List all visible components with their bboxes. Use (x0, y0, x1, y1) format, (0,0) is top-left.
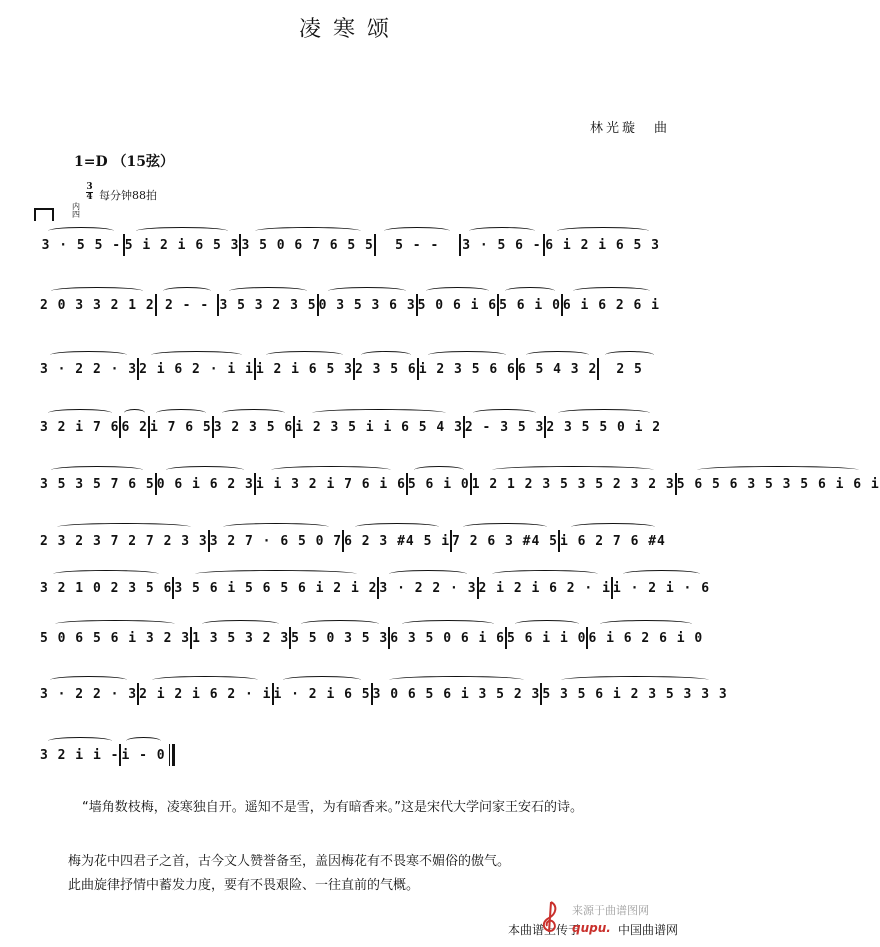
slur-icon (136, 227, 228, 235)
measure: 2 3 5 6 (355, 358, 417, 380)
measure: 5 3 5 6 i 2 3 5 3 3 3 (542, 683, 727, 705)
slur-icon (469, 227, 535, 235)
score-row (40, 683, 728, 705)
measure: 5 - - (376, 234, 459, 256)
measure: 0 3 5 3 6 3 (319, 294, 416, 316)
measure: 2 - 3 5 3 (465, 416, 544, 438)
slur-icon (124, 409, 145, 417)
slur-icon (51, 287, 143, 295)
measure: 5 0 6 i 6 (418, 294, 497, 316)
measure: 0 6 i 6 2 3 (157, 473, 254, 495)
score-row (40, 530, 666, 552)
slur-icon (515, 620, 579, 628)
slur-icon (48, 409, 112, 417)
measure: 6 2 3 #4 5 i (344, 530, 450, 552)
slur-icon (328, 287, 406, 295)
watermark-brand: 中国曲谱网 (618, 923, 679, 937)
score-row (40, 358, 660, 380)
measure: 5 6 i i 0 (507, 627, 586, 649)
score-row (40, 234, 660, 256)
slur-icon (426, 287, 490, 295)
slur-icon (50, 676, 128, 684)
slur-icon (163, 287, 212, 295)
measure: 6 5 4 3 2 (518, 358, 597, 380)
measure: 3 2 i i - (40, 744, 119, 766)
time-signature (86, 183, 93, 202)
slur-icon (223, 523, 329, 531)
slur-icon (283, 676, 361, 684)
measure: 3 2 1 0 2 3 5 6 (40, 577, 172, 599)
slur-icon (53, 570, 159, 578)
score-row (40, 577, 711, 599)
score-row (40, 744, 170, 766)
measure: 3 5 3 5 7 6 5 (40, 473, 155, 495)
measure: 6 3 5 0 6 i 6 (390, 627, 505, 649)
measure: 5 6 i 0 (408, 473, 470, 495)
upload-footer: 本曲谱上传于 (508, 923, 581, 937)
fingering-mark: 内 四 (72, 202, 80, 219)
measure: 3 · 5 6 - (461, 234, 544, 256)
measure: 6 i 6 2 6 i (563, 294, 660, 316)
slur-icon (389, 570, 467, 578)
composer-credit: 林光璇 曲 (589, 121, 670, 136)
score-row (40, 294, 660, 316)
measure: 3 2 3 5 6 (214, 416, 293, 438)
slur-icon (50, 351, 128, 359)
slur-icon (505, 287, 554, 295)
measure: 3 · 2 2 · 3 (379, 577, 476, 599)
slur-icon (384, 227, 450, 235)
slur-icon (166, 466, 244, 474)
measure: 5 6 i 0 (499, 294, 561, 316)
slur-icon (623, 570, 701, 578)
slur-icon (51, 466, 143, 474)
slur-icon (202, 620, 280, 628)
measure: 1 3 5 3 2 3 (192, 627, 289, 649)
repeat-bracket-icon (34, 208, 54, 221)
measure: 2 i 2 i 6 2 · i (479, 577, 611, 599)
slur-icon (697, 466, 859, 474)
treble-clef-icon (538, 900, 562, 934)
measure: 1 2 1 2 3 5 3 5 2 3 2 3 (472, 473, 675, 495)
measure: 5 i 2 i 6 5 3 (125, 234, 240, 256)
slur-icon (473, 409, 537, 417)
slur-icon (355, 523, 440, 531)
slur-icon (195, 570, 357, 578)
slur-icon (126, 737, 161, 745)
measure: 3 · 5 5 - (40, 234, 123, 256)
measure: 3 5 6 i 5 6 5 6 i 2 i 2 (174, 577, 377, 599)
score-row (40, 416, 660, 438)
slur-icon (600, 620, 692, 628)
measure: i - 0 (121, 744, 165, 766)
slur-icon (463, 523, 548, 531)
slur-icon (48, 737, 112, 745)
measure: 5 0 6 5 6 i 3 2 3 (40, 627, 190, 649)
slur-icon (229, 287, 307, 295)
measure: 3 0 6 5 6 i 3 5 2 3 (373, 683, 541, 705)
slur-icon (55, 620, 175, 628)
measure: 2 5 (599, 358, 660, 380)
slur-icon (492, 570, 598, 578)
slur-icon (271, 466, 391, 474)
measure: 3 · 2 2 · 3 (40, 358, 137, 380)
measure: i i 3 2 i 7 6 i 6 (256, 473, 406, 495)
note-paragraph-3: 此曲旋律抒情中蓄发力度，要有不畏艰险、一往直前的气概。 (68, 878, 420, 893)
measure: i 2 3 5 i i 6 5 4 3 (295, 416, 463, 438)
measure: 5 5 0 3 5 3 (291, 627, 388, 649)
slur-icon (605, 351, 654, 359)
final-barline (169, 744, 175, 766)
tempo-marking: 每分钟88拍 (99, 189, 157, 202)
time-signature-top: 3 (86, 182, 93, 192)
measure: 3 2 i 7 6 (40, 416, 119, 438)
measure: i · 2 i · 6 (613, 577, 710, 599)
measure: 2 0 3 3 2 1 2 (40, 294, 155, 316)
score-row (40, 627, 704, 649)
slur-icon (492, 466, 654, 474)
score-title: 凌寒颂 (298, 17, 401, 42)
measure: i 7 6 5 (150, 416, 212, 438)
slur-icon (571, 523, 656, 531)
watermark-site: qupu. (572, 921, 611, 935)
measure: i 6 2 7 6 #4 (560, 530, 666, 552)
slur-icon (222, 409, 286, 417)
slur-icon (301, 620, 379, 628)
slur-icon (48, 227, 114, 235)
slur-icon (152, 676, 258, 684)
slur-icon (361, 351, 410, 359)
measure: 2 - - (157, 294, 218, 316)
slur-icon (255, 227, 361, 235)
note-paragraph-1: “墙角数枝梅，凌寒独自开。遥知不是雪，为有暗香来。”这是宋代大学问家王安石的诗。 (82, 800, 583, 815)
note-paragraph-2: 梅为花中四君子之首，古今文人赞誉备至，盖因梅花有不畏寒不媚俗的傲气。 (68, 854, 511, 869)
measure: 6 i 2 i 6 5 3 (545, 234, 660, 256)
measure: 6 2 (121, 416, 147, 438)
measure: i · 2 i 6 5 (274, 683, 371, 705)
slur-icon (558, 409, 650, 417)
measure: 2 3 5 5 0 i 2 (546, 416, 661, 438)
measure: 2 i 6 2 · i i (139, 358, 254, 380)
slur-icon (414, 466, 463, 474)
measure: 6 i 6 2 6 i 0 (588, 627, 703, 649)
key-signature: 1=D （15弦） (74, 154, 174, 170)
measure: 3 2 7 · 6 5 0 7 (210, 530, 342, 552)
slur-icon (402, 620, 494, 628)
slur-icon (312, 409, 446, 417)
slur-icon (57, 523, 191, 531)
slur-icon (428, 351, 506, 359)
time-signature-bottom: 4 (86, 192, 93, 202)
measure: 3 5 3 2 3 5 (219, 294, 316, 316)
slur-icon (151, 351, 243, 359)
slur-icon (526, 351, 590, 359)
measure: 3 5 0 6 7 6 5 5 (241, 234, 373, 256)
watermark-source: 来源于曲谱图网 (572, 904, 649, 917)
measure: i 2 i 6 5 3 (256, 358, 353, 380)
slur-icon (557, 227, 649, 235)
slur-icon (573, 287, 651, 295)
measure: 2 3 2 3 7 2 7 2 3 3 (40, 530, 208, 552)
slur-icon (156, 409, 205, 417)
score-row (40, 473, 880, 495)
slur-icon (561, 676, 709, 684)
measure: i 2 3 5 6 6 (419, 358, 516, 380)
measure: 3 · 2 2 · 3 (40, 683, 137, 705)
slur-icon (389, 676, 523, 684)
measure: 2 i 2 i 6 2 · i (139, 683, 271, 705)
slur-icon (266, 351, 344, 359)
measure: 7 2 6 3 #4 5 (452, 530, 558, 552)
measure: 5 6 5 6 3 5 3 5 6 i 6 i (677, 473, 880, 495)
